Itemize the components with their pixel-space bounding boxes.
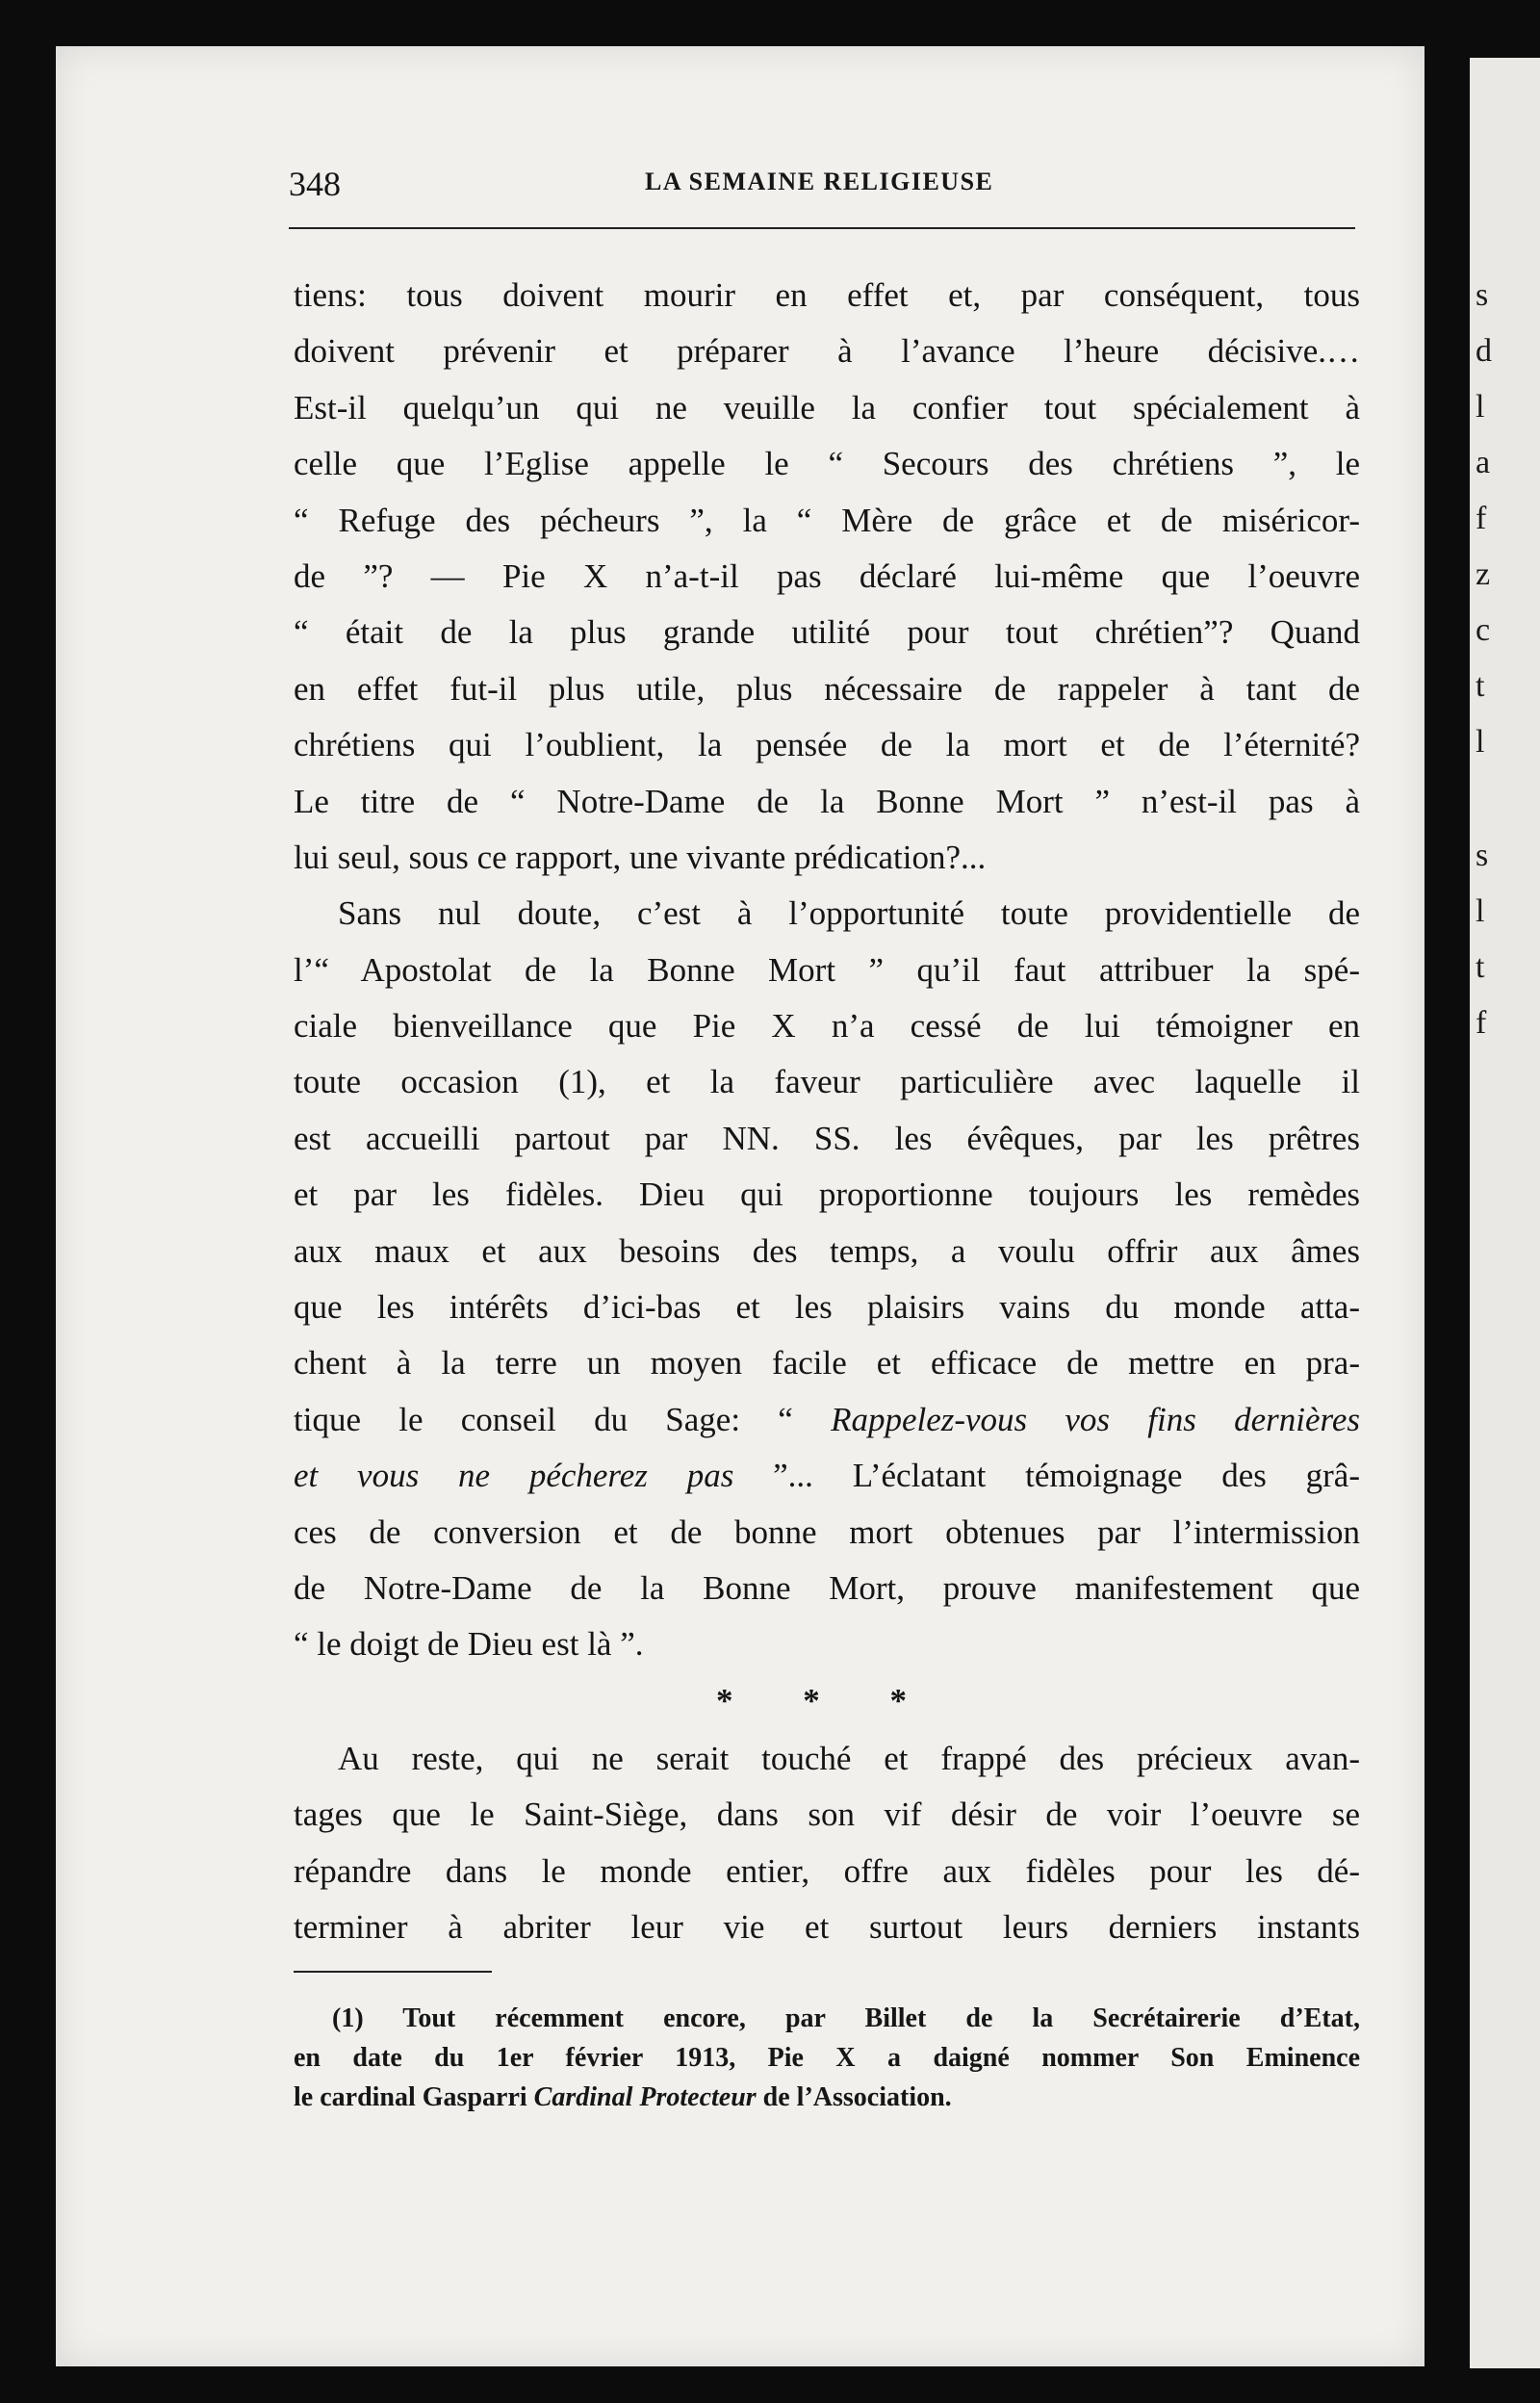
text-line: de ”? — Pie X n’a-t-il pas déclaré lui-même que l’oeuvre (294, 556, 1360, 595)
adjacent-page-char: t (1476, 668, 1485, 704)
text-line: et par les fidèles. Dieu qui proportionne toujours les remèdes (294, 1176, 1360, 1214)
text-line: tages que le Saint-Siège, dans son vif désir de voir l’oeuvre se (294, 1796, 1360, 1834)
text-line: Le titre de “ Notre-Dame de la Bonne Mort ” n’est-il pas à (294, 782, 1360, 820)
footnote-line: (1) Tout récemment encore, par Billet de la Secrétairerie d’Etat, (332, 2003, 1360, 2033)
adjacent-page-char: c (1476, 612, 1491, 648)
text-segment: tique le conseil du Sage: “ (294, 1400, 793, 1438)
text-line (294, 1448, 1360, 1504)
footnote (294, 1999, 1360, 2117)
italic-quote: et vous ne pécherez pas (294, 1457, 734, 1495)
text-line: tiens: tous doivent mourir en effet et, par conséquent, tous (294, 276, 1360, 314)
body-text (294, 268, 1360, 1955)
adjacent-page-char: s (1476, 277, 1489, 313)
footnote-line (294, 2078, 1360, 2117)
text-line: Sans nul doute, c’est à l’opportunité toute providentielle de (338, 894, 1360, 933)
text-line: chent à la terre un moyen facile et efficace de mettre en pra- (294, 1344, 1360, 1382)
text-line: de Notre-Dame de la Bonne Mort, prouve manifestement que (294, 1568, 1360, 1607)
section-separator: * * * (716, 1681, 937, 1719)
text-line: “ Refuge des pécheurs ”, la “ Mère de grâce et de miséricor- (294, 501, 1360, 539)
text-line: en effet fut-il plus utile, plus nécessaire de rappeler à tant de (294, 669, 1360, 708)
text-line: ciale bienveillance que Pie X n’a cessé de lui témoigner en (294, 1007, 1360, 1046)
adjacent-page-char: t (1476, 949, 1485, 985)
text-line: aux maux et aux besoins des temps, a voulu offrir aux âmes (294, 1231, 1360, 1270)
text-line: l’“ Apostolat de la Bonne Mort ” qu’il faut attribuer la spé- (294, 950, 1360, 989)
text-line: Au reste, qui ne serait touché et frappé des précieux avan- (338, 1739, 1360, 1777)
text-line: répandre dans le monde entier, offre aux fidèles pour les dé- (294, 1851, 1360, 1890)
adjacent-page-char: f (1476, 1005, 1487, 1041)
adjacent-page-char: l (1476, 893, 1485, 929)
text-line: doivent prévenir et préparer à l’avance l’heure décisive.… (294, 332, 1360, 371)
adjacent-page-char: l (1476, 389, 1485, 425)
adjacent-page-char: d (1476, 333, 1492, 369)
running-header (289, 162, 1355, 210)
text-line: est accueilli partout par NN. SS. les évêques, par les prêtres (294, 1119, 1360, 1157)
adjacent-page-char: l (1476, 724, 1485, 760)
text-line: toute occasion (1), et la faveur particulière avec laquelle il (294, 1063, 1360, 1101)
adjacent-page-char: a (1476, 445, 1491, 480)
text-line: lui seul, sous ce rapport, une vivante prédication?... (294, 838, 987, 876)
italic-title: Cardinal Protecteur (533, 2082, 757, 2112)
adjacent-page-char: z (1476, 556, 1491, 592)
italic-quote: Rappelez-vous vos fins dernières (831, 1400, 1360, 1438)
footnote-line: en date du 1er février 1913, Pie X a daigné nommer Son Eminence (294, 2043, 1360, 2073)
text-line: Est-il quelqu’un qui ne veuille la confier tout spécialement à (294, 388, 1360, 426)
text-line: celle que l’Eglise appelle le “ Secours des chrétiens ”, le (294, 445, 1360, 483)
page-number: 348 (289, 165, 341, 203)
text-line (294, 1392, 1360, 1448)
text-segment: de l’Association. (756, 2082, 952, 2112)
footnote-rule (294, 1971, 492, 1973)
text-segment: ”... L’éclatant témoignage des grâ- (733, 1457, 1360, 1495)
adjacent-page-char: f (1476, 501, 1487, 536)
text-line: “ le doigt de Dieu est là ”. (294, 1625, 644, 1664)
text-line: terminer à abriter leur vie et surtout leurs derniers instants (294, 1907, 1360, 1946)
text-line: ces de conversion et de bonne mort obtenues par l’intermission (294, 1512, 1360, 1551)
adjacent-page-edge (1470, 58, 1540, 2368)
text-line: “ était de la plus grande utilité pour tout chrétien”? Quand (294, 613, 1360, 652)
text-line: chrétiens qui l’oublient, la pensée de la mort et de l’éternité? (294, 726, 1360, 764)
text-segment: le cardinal Gasparri (294, 2082, 534, 2112)
running-title: LA SEMAINE RELIGIEUSE (645, 168, 994, 195)
adjacent-page-char: s (1476, 838, 1489, 873)
text-line: que les intérêts d’ici-bas et les plaisirs vains du monde atta- (294, 1288, 1360, 1327)
header-rule (289, 227, 1355, 229)
